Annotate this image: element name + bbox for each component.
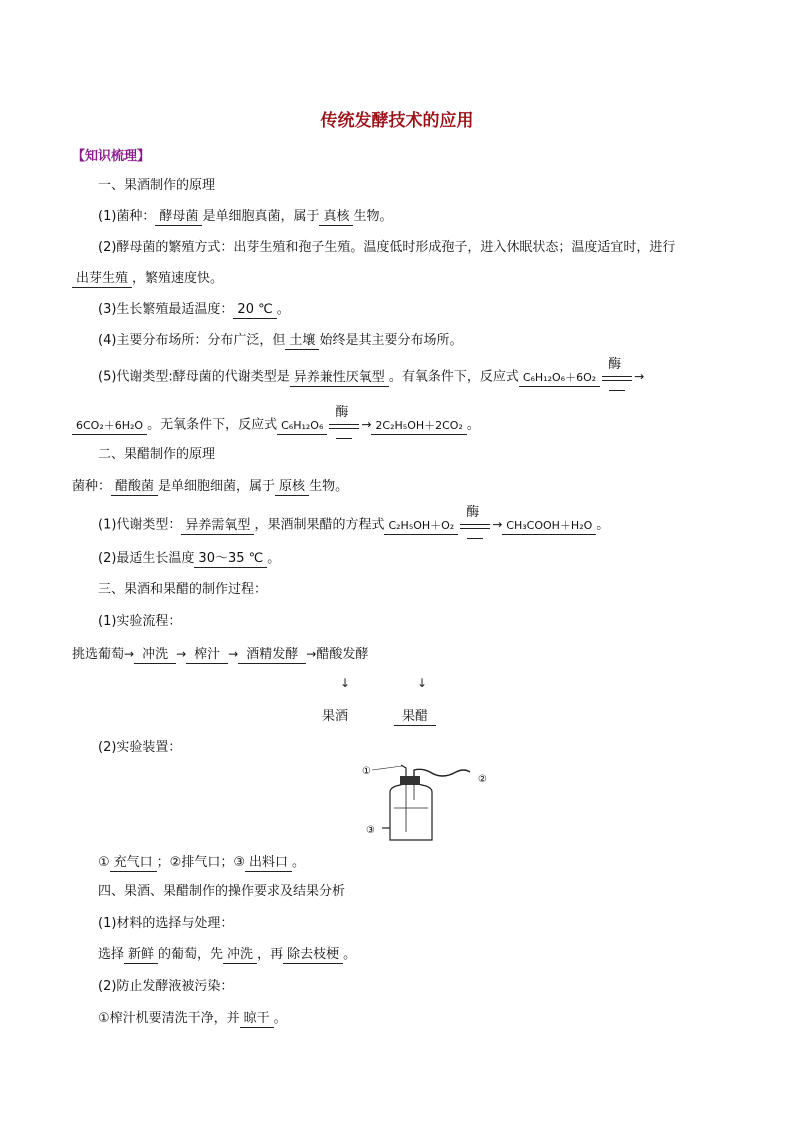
formula: CH₃COOH＋H₂O <box>502 518 596 535</box>
arrow-icon: → <box>176 647 187 661</box>
formula: C₆H₁₂O₆ <box>277 418 327 435</box>
s2-line1: 菌种： 醋酸菌 是单细胞细菌，属于 原核 生物。 <box>72 479 349 494</box>
down-arrow-icon: ↓ <box>417 676 428 690</box>
s1-line4: (4)主要分布场所：分布广泛，但 土壤 始终是其主要分布场所。 <box>98 333 463 348</box>
s1-line3: (3)生长繁殖最适温度： 20 ℃ 。 <box>98 302 290 317</box>
formula: C₂H₅OH＋O₂ <box>384 518 458 535</box>
enzyme-condition: 酶 <box>458 510 492 540</box>
label-3: ③ <box>366 825 375 836</box>
blank: 出料口 <box>245 855 292 872</box>
s3-line1: (1)实验流程： <box>98 614 182 629</box>
s2-line3: (2)最适生长温度 30～35 ℃ 。 <box>98 551 281 566</box>
blank: 醋酸菌 <box>111 479 158 496</box>
label-1: ① <box>362 766 371 777</box>
s3-line2: (2)实验装置： <box>98 740 182 755</box>
flow-step: 榨汁 <box>186 647 228 664</box>
flow-output-vinegar: 果醋 <box>394 708 436 726</box>
blank: 30～35 ℃ <box>194 551 267 568</box>
s3-line3: ① 充气口 ；②排气口；③ 出料口 。 <box>98 855 306 870</box>
blank: 冲洗 <box>223 947 257 964</box>
formula: C₆H₁₂O₆＋6O₂ <box>519 370 600 387</box>
s2-heading: 二、果醋制作的原理 <box>98 447 216 462</box>
fermentation-bottle-diagram <box>360 762 500 844</box>
flow-start: 挑选葡萄 <box>72 647 125 662</box>
enzyme-condition: 酶 <box>327 410 361 440</box>
arrow-icon: → <box>124 647 135 661</box>
s4-line1: (1)材料的选择与处理： <box>98 916 234 931</box>
blank: 充气口 <box>110 855 157 872</box>
flow-row <box>72 645 368 664</box>
blank: 出芽生殖 <box>72 271 132 288</box>
s2-line2: (1)代谢类型： 异养需氧型 ，果酒制果醋的方程式 C₂H₅OH＋O₂ 酶 → CH₃COOH＋H₂O 。 <box>98 510 609 540</box>
s4-line2: 选择 新鲜 的葡萄，先 冲洗 ，再 除去枝梗 。 <box>98 947 357 962</box>
s1-line2b: 出芽生殖 ，繁殖速度快。 <box>72 270 223 288</box>
section-tag: 【知识梳理】 <box>72 149 151 164</box>
arrow-icon: → <box>306 647 317 661</box>
s1-line5b: 6CO₂＋6H₂O 。无氧条件下，反应式 C₆H₁₂O₆ 酶 → 2C₂H₅OH＋2CO₂ 。 <box>72 410 480 440</box>
blank: 新鲜 <box>124 947 158 964</box>
s4-line4: ①榨汁机要清洗干净，并 晾干 。 <box>98 1011 287 1026</box>
flow-step: 醋酸发酵 <box>316 647 369 662</box>
s1-heading: 一、果酒制作的原理 <box>98 178 216 193</box>
s1-line2a: (2)酵母菌的繁殖方式：出芽生殖和孢子生殖。温度低时形成孢子，进入休眠状态；温度适宜时，进行 <box>98 240 676 255</box>
arrow-icon: → <box>361 417 372 432</box>
s1-line5a: (5)代谢类型:酵母菌的代谢类型是 异养兼性厌氧型 。有氧条件下，反应式 C₆H₁₂O₆＋6O₂ 酶 → <box>98 362 644 392</box>
formula: 2C₂H₅OH＋2CO₂ <box>371 418 466 435</box>
page-title: 传统发酵技术的应用 <box>320 111 474 131</box>
s4-line3: (2)防止发酵液被污染： <box>98 979 234 994</box>
label-2: ② <box>478 774 487 785</box>
blank: 20 ℃ <box>233 302 276 319</box>
arrow-icon: → <box>634 369 645 384</box>
blank: 酵母菌 <box>155 209 202 226</box>
blank: 晾干 <box>240 1011 274 1028</box>
arrow-icon: → <box>492 517 503 532</box>
enzyme-condition: 酶 <box>600 362 634 392</box>
blank: 异养兼性厌氧型 <box>290 370 389 387</box>
s1-line1: (1)菌种： 酵母菌 是单细胞真菌，属于 真核 生物。 <box>98 209 393 224</box>
s4-heading: 四、果酒、果醋制作的操作要求及结果分析 <box>98 884 346 899</box>
blank: 除去枝梗 <box>283 947 343 964</box>
blank: 土壤 <box>285 333 319 350</box>
flow-step: 冲洗 <box>134 647 176 664</box>
s3-heading: 三、果酒和果醋的制作过程： <box>98 582 268 597</box>
blank: 真核 <box>319 209 353 226</box>
blank: 异养需氧型 <box>181 518 254 535</box>
formula: 6CO₂＋6H₂O <box>72 418 147 435</box>
flow-output-wine: 果酒 <box>322 709 349 724</box>
down-arrow-icon: ↓ <box>340 676 351 690</box>
arrow-icon: → <box>228 647 239 661</box>
flow-step: 酒精发酵 <box>238 647 306 664</box>
blank: 原核 <box>275 479 309 496</box>
